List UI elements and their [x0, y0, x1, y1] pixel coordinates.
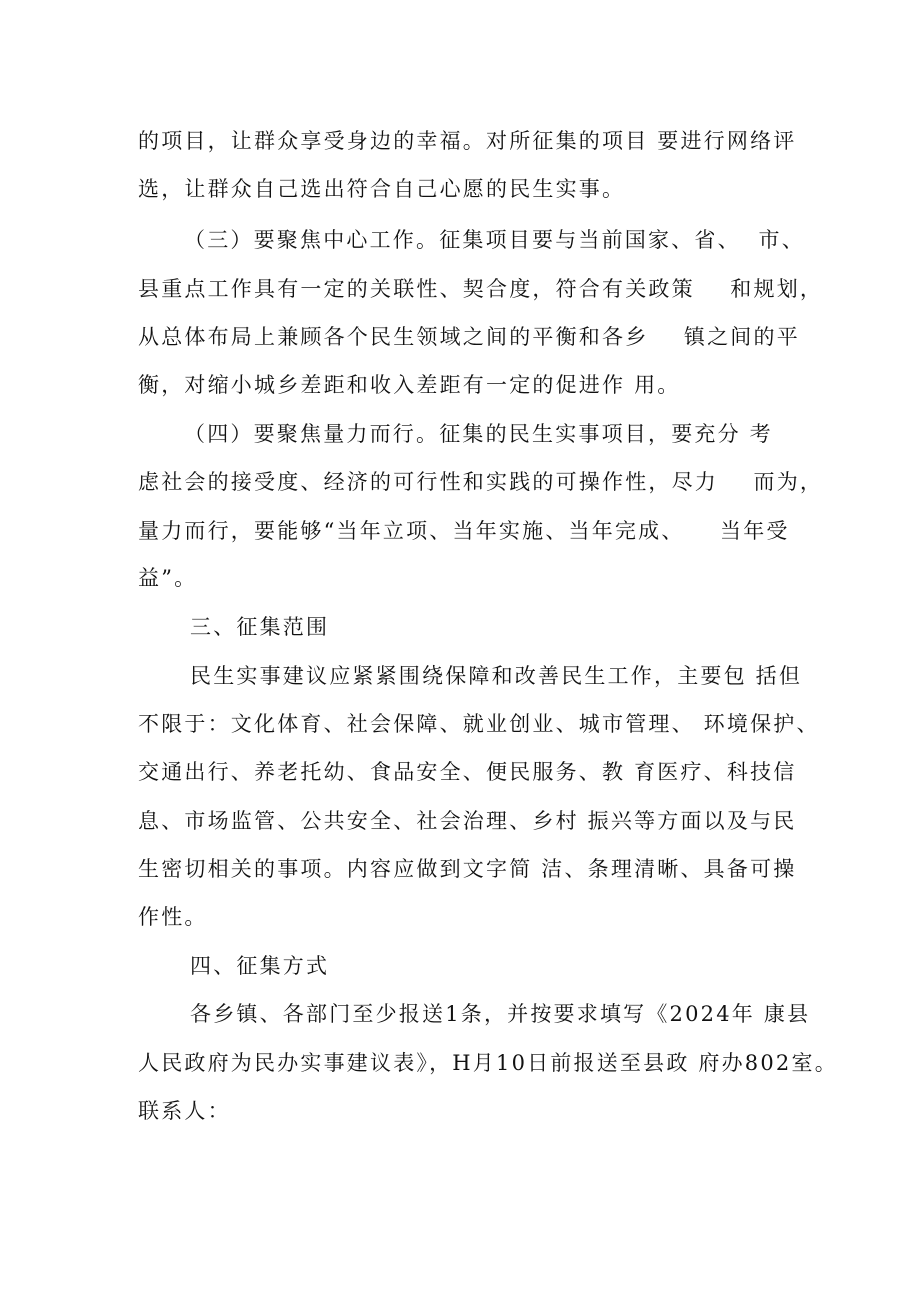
- contact-label: 联系人：: [138, 1099, 231, 1123]
- text-line-16: 生密切相关的事项。内容应做到文字简 洁、条理清晰、具备可操: [138, 857, 797, 881]
- text-line-8: 虑社会的接受度、经济的可行性和实践的可操作性，尽力 而为，: [138, 470, 824, 494]
- text-line-12: 民生实事建议应紧紧围绕保障和改善民生工作，主要包 括但: [190, 664, 803, 688]
- text-line-13: 不限于：文化体育、社会保障、就业创业、城市管理、 环境保护、: [138, 712, 820, 736]
- text-line-10: 益”。: [138, 566, 198, 590]
- text-line-1: 的项目，让群众享受身边的幸福。对所征集的项目 要进行网络评: [138, 129, 797, 153]
- section-4-heading-line: （四）要聚焦量力而行。征集的民生实事项目，要充分 考: [184, 422, 773, 446]
- section-3-heading-line: （三）要聚焦中心工作。征集项目要与当前国家、省、 市、: [184, 228, 805, 252]
- heading-collection-method: 四、征集方式: [190, 954, 330, 978]
- text-line-2: 选，让群众自己选出符合自己心愿的民生实事。: [138, 177, 626, 201]
- text-line-15: 息、市场监管、公共安全、社会治理、乡村 振兴等方面以及与民: [138, 809, 797, 833]
- text-line-6: 衡，对缩小城乡差距和收入差距有一定的促进作 用。: [138, 373, 681, 397]
- text-line-17: 作性。: [138, 905, 208, 929]
- text-line-19: 各乡镇、各部门至少报送1条，并按要求填写《2024年 康县: [190, 1002, 811, 1026]
- text-line-20: 人民政府为民办实事建议表》，H月10日前报送至县政 府办802室。: [138, 1051, 838, 1075]
- text-line-4: 县重点工作具有一定的关联性、契合度，符合有关政策 和规划，: [138, 277, 824, 301]
- text-line-5: 从总体布局上兼顾各个民生领域之间的平衡和各乡 镇之间的平: [138, 325, 800, 349]
- text-line-14: 交通出行、养老托幼、食品安全、便民服务、教 育医疗、科技信: [138, 760, 797, 784]
- heading-collection-scope: 三、征集范围: [190, 615, 330, 639]
- text-line-9: 量力而行，要能够“当年立项、当年实施、当年完成、 当年受: [138, 519, 790, 543]
